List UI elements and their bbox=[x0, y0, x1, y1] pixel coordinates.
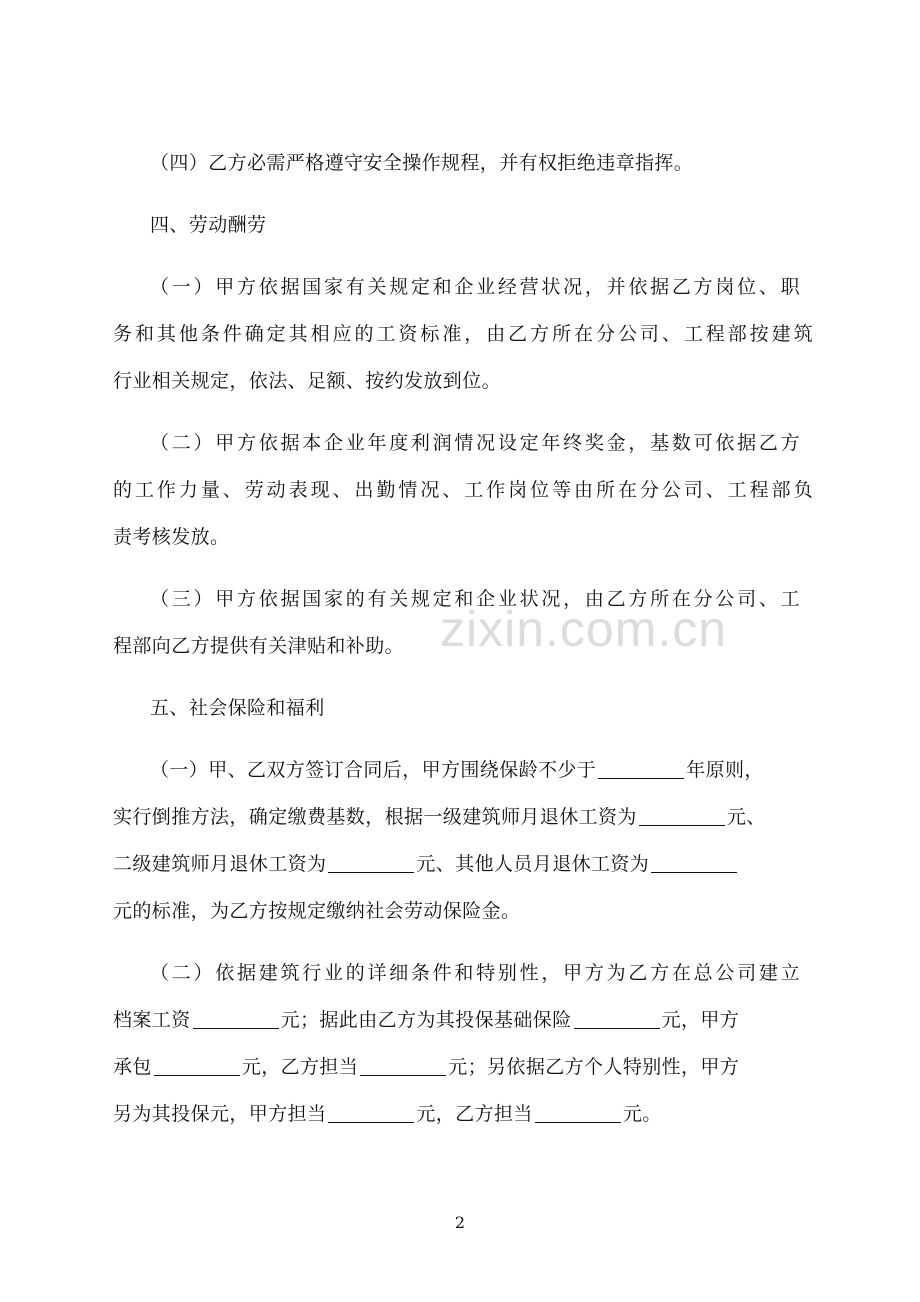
paragraph-4-2-line-1: （二）甲方依据本企业年度利润情况设定年终奖金，基数可依据乙方 bbox=[150, 432, 800, 454]
text-segment: 元，乙方担当 bbox=[416, 1103, 533, 1125]
text-segment: 年原则， bbox=[686, 759, 764, 781]
paragraph-4-3-line-1: （三）甲方依据国家的有关规定和企业状况，由乙方所在分公司、工 bbox=[150, 588, 800, 610]
fill-in-blank bbox=[535, 1102, 621, 1123]
text-segment: 承包 bbox=[113, 1056, 152, 1078]
text-segment: 元、其他人员月退休工资为 bbox=[416, 853, 650, 875]
section-4-heading: 四、劳动酬劳 bbox=[150, 214, 267, 236]
paragraph-4-4: （四）乙方必需严格遵守安全操作规程，并有权拒绝违章指挥。 bbox=[150, 152, 694, 174]
fill-in-blank bbox=[639, 805, 725, 826]
paragraph-5-1-line-2 bbox=[113, 804, 813, 830]
paragraph-5-1-line-3 bbox=[113, 851, 813, 877]
text-segment: （一）甲、乙双方签订合同后，甲方围绕保龄不少于 bbox=[150, 759, 597, 781]
text-segment: 元。 bbox=[622, 1103, 662, 1125]
text-segment: 二级建筑师月退休工资为 bbox=[113, 853, 327, 875]
paragraph-5-2-line-1: （二）依据建筑行业的详细条件和特别性，甲方为乙方在总公司建立 bbox=[150, 962, 800, 984]
text-segment: 档案工资 bbox=[113, 1009, 191, 1031]
paragraph-5-2-line-2 bbox=[113, 1007, 813, 1033]
paragraph-4-1-line-3: 行业相关规定，依法、足额、按约发放到位。 bbox=[113, 370, 502, 392]
fill-in-blank bbox=[328, 1102, 414, 1123]
fill-in-blank bbox=[193, 1008, 279, 1029]
paragraph-4-2-line-2: 的工作力量、劳动表现、出勤情况、工作岗位等由所在分公司、工程部负 bbox=[113, 479, 813, 501]
fill-in-blank bbox=[651, 852, 737, 873]
text-segment: 元，甲方 bbox=[661, 1009, 740, 1031]
text-segment: 元；据此由乙方为其投保基础保险 bbox=[280, 1009, 572, 1031]
watermark: zixin.com.cn bbox=[440, 601, 728, 657]
paragraph-4-2-line-3: 责考核发放。 bbox=[113, 526, 230, 548]
fill-in-blank bbox=[154, 1055, 240, 1076]
paragraph-4-1-line-1: （一）甲方依据国家有关规定和企业经营状况，并依据乙方岗位、职 bbox=[150, 276, 800, 298]
paragraph-5-1-line-1 bbox=[150, 757, 800, 783]
page-number: 2 bbox=[454, 1213, 466, 1232]
fill-in-blank bbox=[598, 758, 684, 779]
text-segment: 元、 bbox=[726, 806, 766, 828]
text-segment: 元，乙方担当 bbox=[241, 1056, 359, 1078]
paragraph-5-2-line-3 bbox=[113, 1054, 813, 1080]
paragraph-4-3-line-2: 程部向乙方提供有关津贴和补助。 bbox=[113, 635, 405, 657]
text-segment: 实行倒推方法，确定缴费基数，根据一级建筑师月退休工资为 bbox=[113, 806, 637, 828]
paragraph-5-2-line-4 bbox=[113, 1101, 813, 1127]
fill-in-blank bbox=[574, 1008, 660, 1029]
text-segment: 另为其投保元，甲方担当 bbox=[113, 1103, 327, 1125]
section-5-heading: 五、社会保险和福利 bbox=[150, 697, 325, 719]
paragraph-5-1-line-4: 元的标准，为乙方按规定缴纳社会劳动保险金。 bbox=[113, 900, 521, 922]
fill-in-blank bbox=[328, 852, 414, 873]
fill-in-blank bbox=[360, 1055, 446, 1076]
text-segment: 元；另依据乙方个人特别性，甲方 bbox=[448, 1056, 740, 1078]
paragraph-4-1-line-2: 务和其他条件确定其相应的工资标准，由乙方所在分公司、工程部按建筑 bbox=[113, 323, 813, 345]
